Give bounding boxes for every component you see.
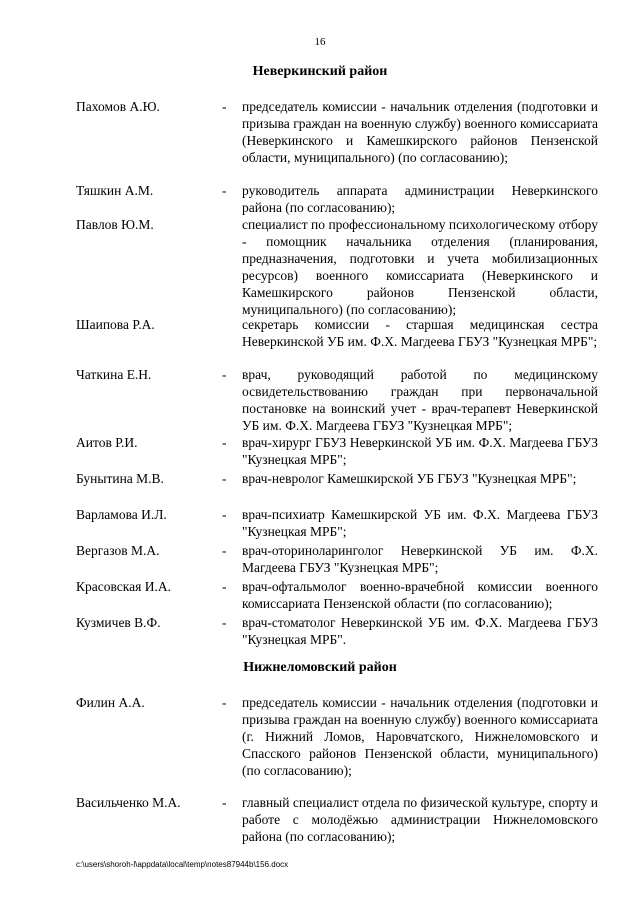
member-name: Васильченко М.А. bbox=[76, 795, 181, 810]
member-dash: - bbox=[222, 99, 227, 114]
member-role: руководитель аппарата администрации Неверкинского района (по согласованию); bbox=[242, 183, 598, 215]
section-title-neverkinsky: Неверкинский район bbox=[252, 64, 388, 79]
member-name: Вергазов М.А. bbox=[76, 543, 160, 558]
member-name: Кузмичев В.Ф. bbox=[76, 615, 161, 630]
member-name: Филин А.А. bbox=[76, 695, 145, 710]
member-role: главный специалист отдела по физической культуре, спорту и работе с молодёжью администрации Нижнеломовского района (по согласованию); bbox=[242, 795, 598, 844]
member-dash: - bbox=[222, 367, 227, 382]
member-dash: - bbox=[222, 507, 227, 522]
member-dash: - bbox=[222, 543, 227, 558]
member-name: Аитов Р.И. bbox=[76, 435, 138, 450]
member-dash: - bbox=[222, 615, 227, 630]
member-name: Красовская И.А. bbox=[76, 579, 171, 594]
member-role: секретарь комиссии - старшая медицинская сестра Неверкинской УБ им. Ф.Х. Магдеева ГБУЗ "Кузнецкая МРБ"; bbox=[242, 317, 598, 349]
member-dash: - bbox=[222, 795, 227, 810]
member-dash: - bbox=[222, 435, 227, 450]
member-dash: - bbox=[222, 695, 227, 710]
member-role: врач-оториноларинголог Неверкинской УБ им. Ф.Х. Магдеева ГБУЗ "Кузнецкая МРБ"; bbox=[242, 543, 598, 575]
member-name: Варламова И.Л. bbox=[76, 507, 167, 522]
member-role: специалист по профессиональному психологическому отбору - помощник начальника отделения (планирования, предназначения, подготовки и учета мобилизационных ресурсов) военного комиссариата (Неверкинского и Камешкирского районов Пензенской области, муниципального) (по согласованию); bbox=[242, 217, 598, 317]
member-role: врач-офтальмолог военно-врачебной комиссии военного комиссариата Пензенской области (по согласованию); bbox=[242, 579, 598, 611]
member-role: председатель комиссии - начальник отделения (подготовки и призыва граждан на военную службу) военного комиссариата (г. Нижний Ломов, Наровчатского, Нижнеломовского и Спасского районов Пензенской области, муниципального) (по согласованию); bbox=[242, 695, 598, 778]
member-dash: - bbox=[222, 579, 227, 594]
member-dash: - bbox=[222, 183, 227, 198]
page-number: 16 bbox=[314, 36, 326, 48]
member-role: врач-хирург ГБУЗ Неверкинской УБ им. Ф.Х. Магдеева ГБУЗ "Кузнецкая МРБ"; bbox=[242, 435, 598, 467]
member-role: председатель комиссии - начальник отделения (подготовки и призыва граждан на военную службу) военного комиссариата (Неверкинского и Камешкирского районов Пензенской области, муниципального) (по согласованию); bbox=[242, 99, 598, 165]
member-role: врач-стоматолог Неверкинской УБ им. Ф.Х. Магдеева ГБУЗ "Кузнецкая МРБ". bbox=[242, 615, 598, 647]
member-name: Павлов Ю.М. bbox=[76, 217, 154, 232]
member-name: Чаткина Е.Н. bbox=[76, 367, 152, 382]
member-name: Бунытина М.В. bbox=[76, 471, 164, 486]
member-name: Пахомов А.Ю. bbox=[76, 99, 160, 114]
member-name: Тяшкин А.М. bbox=[76, 183, 154, 198]
member-role: врач, руководящий работой по медицинскому освидетельствованию граждан при первоначальной постановке на воинский учет - врач-терапевт Неверкинской УБ им. Ф.Х. Магдеева ГБУЗ "Кузнецкая МРБ"; bbox=[242, 367, 598, 433]
member-role: врач-невролог Камешкирской УБ ГБУЗ "Кузнецкая МРБ"; bbox=[242, 471, 577, 486]
footer-file-path: c:\users\shoroh-l\appdata\local\temp\notes87944b\156.docx bbox=[76, 860, 289, 869]
section-title-nizhnelomovsky: Нижнеломовский район bbox=[243, 660, 397, 675]
member-role: врач-психиатр Камешкирской УБ им. Ф.Х. Магдеева ГБУЗ "Кузнецкая МРБ"; bbox=[242, 507, 598, 539]
member-dash: - bbox=[222, 471, 227, 486]
member-name: Шаипова Р.А. bbox=[76, 317, 155, 332]
